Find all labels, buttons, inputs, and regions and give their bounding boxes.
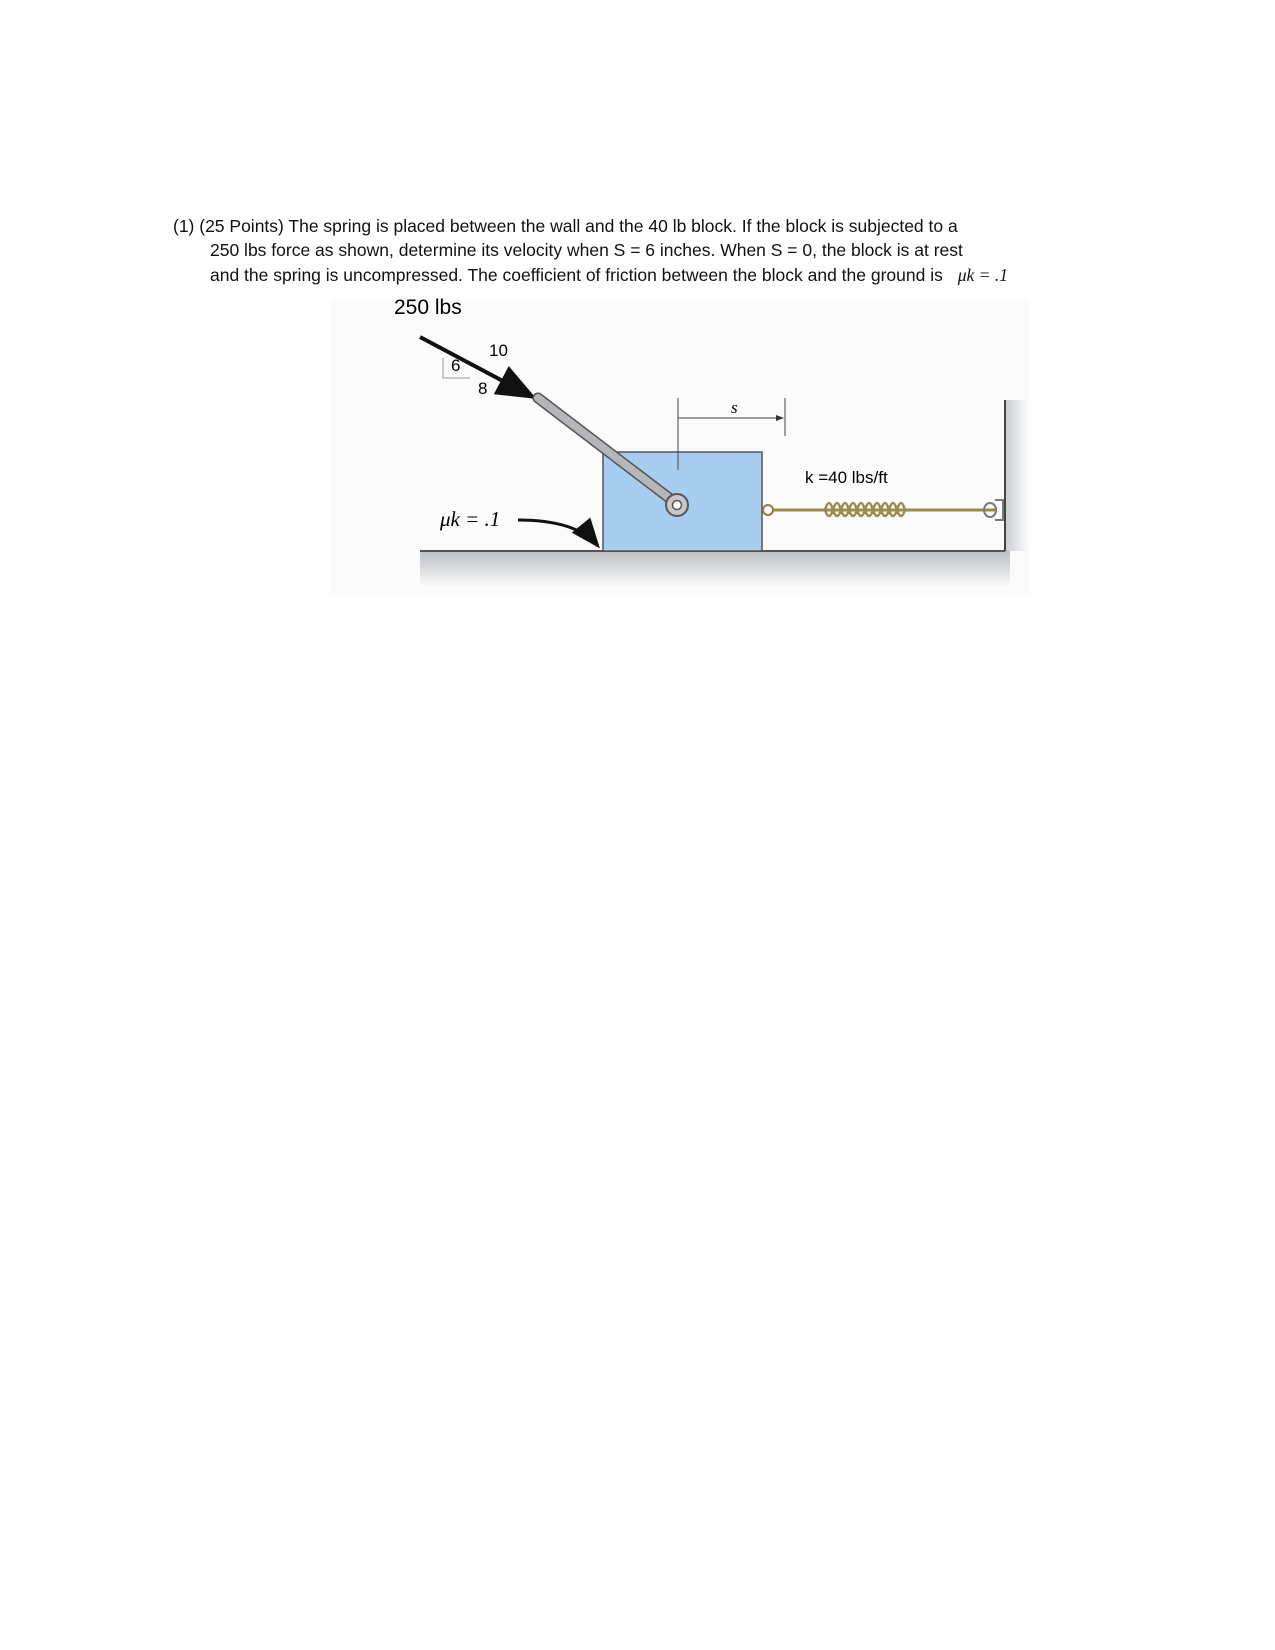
s-label: s [731, 398, 738, 417]
pin-hole [673, 501, 682, 510]
slope-hypotenuse: 10 [489, 341, 508, 360]
problem-line-1: (1) (25 Points) The spring is placed between the wall and the 40 lb block. If the block is subjected to a [173, 216, 958, 236]
force-label: 250 lbs [394, 296, 462, 319]
problem-line-2: 250 lbs force as shown, determine its velocity when S = 6 inches. When S = 0, the block is at rest [210, 240, 963, 260]
friction-coefficient: μk = .1 [957, 265, 1008, 285]
friction-label: μk = .1 [440, 507, 501, 531]
wall [1005, 400, 1030, 551]
spring-constant-label: k =40 lbs/ft [805, 468, 888, 487]
problem-line-3-text: and the spring is uncompressed. The coefficient of friction between the block and the ground is [210, 265, 943, 285]
slope-rise: 6 [451, 356, 461, 375]
slope-run: 8 [478, 379, 488, 398]
ground [420, 551, 1010, 589]
